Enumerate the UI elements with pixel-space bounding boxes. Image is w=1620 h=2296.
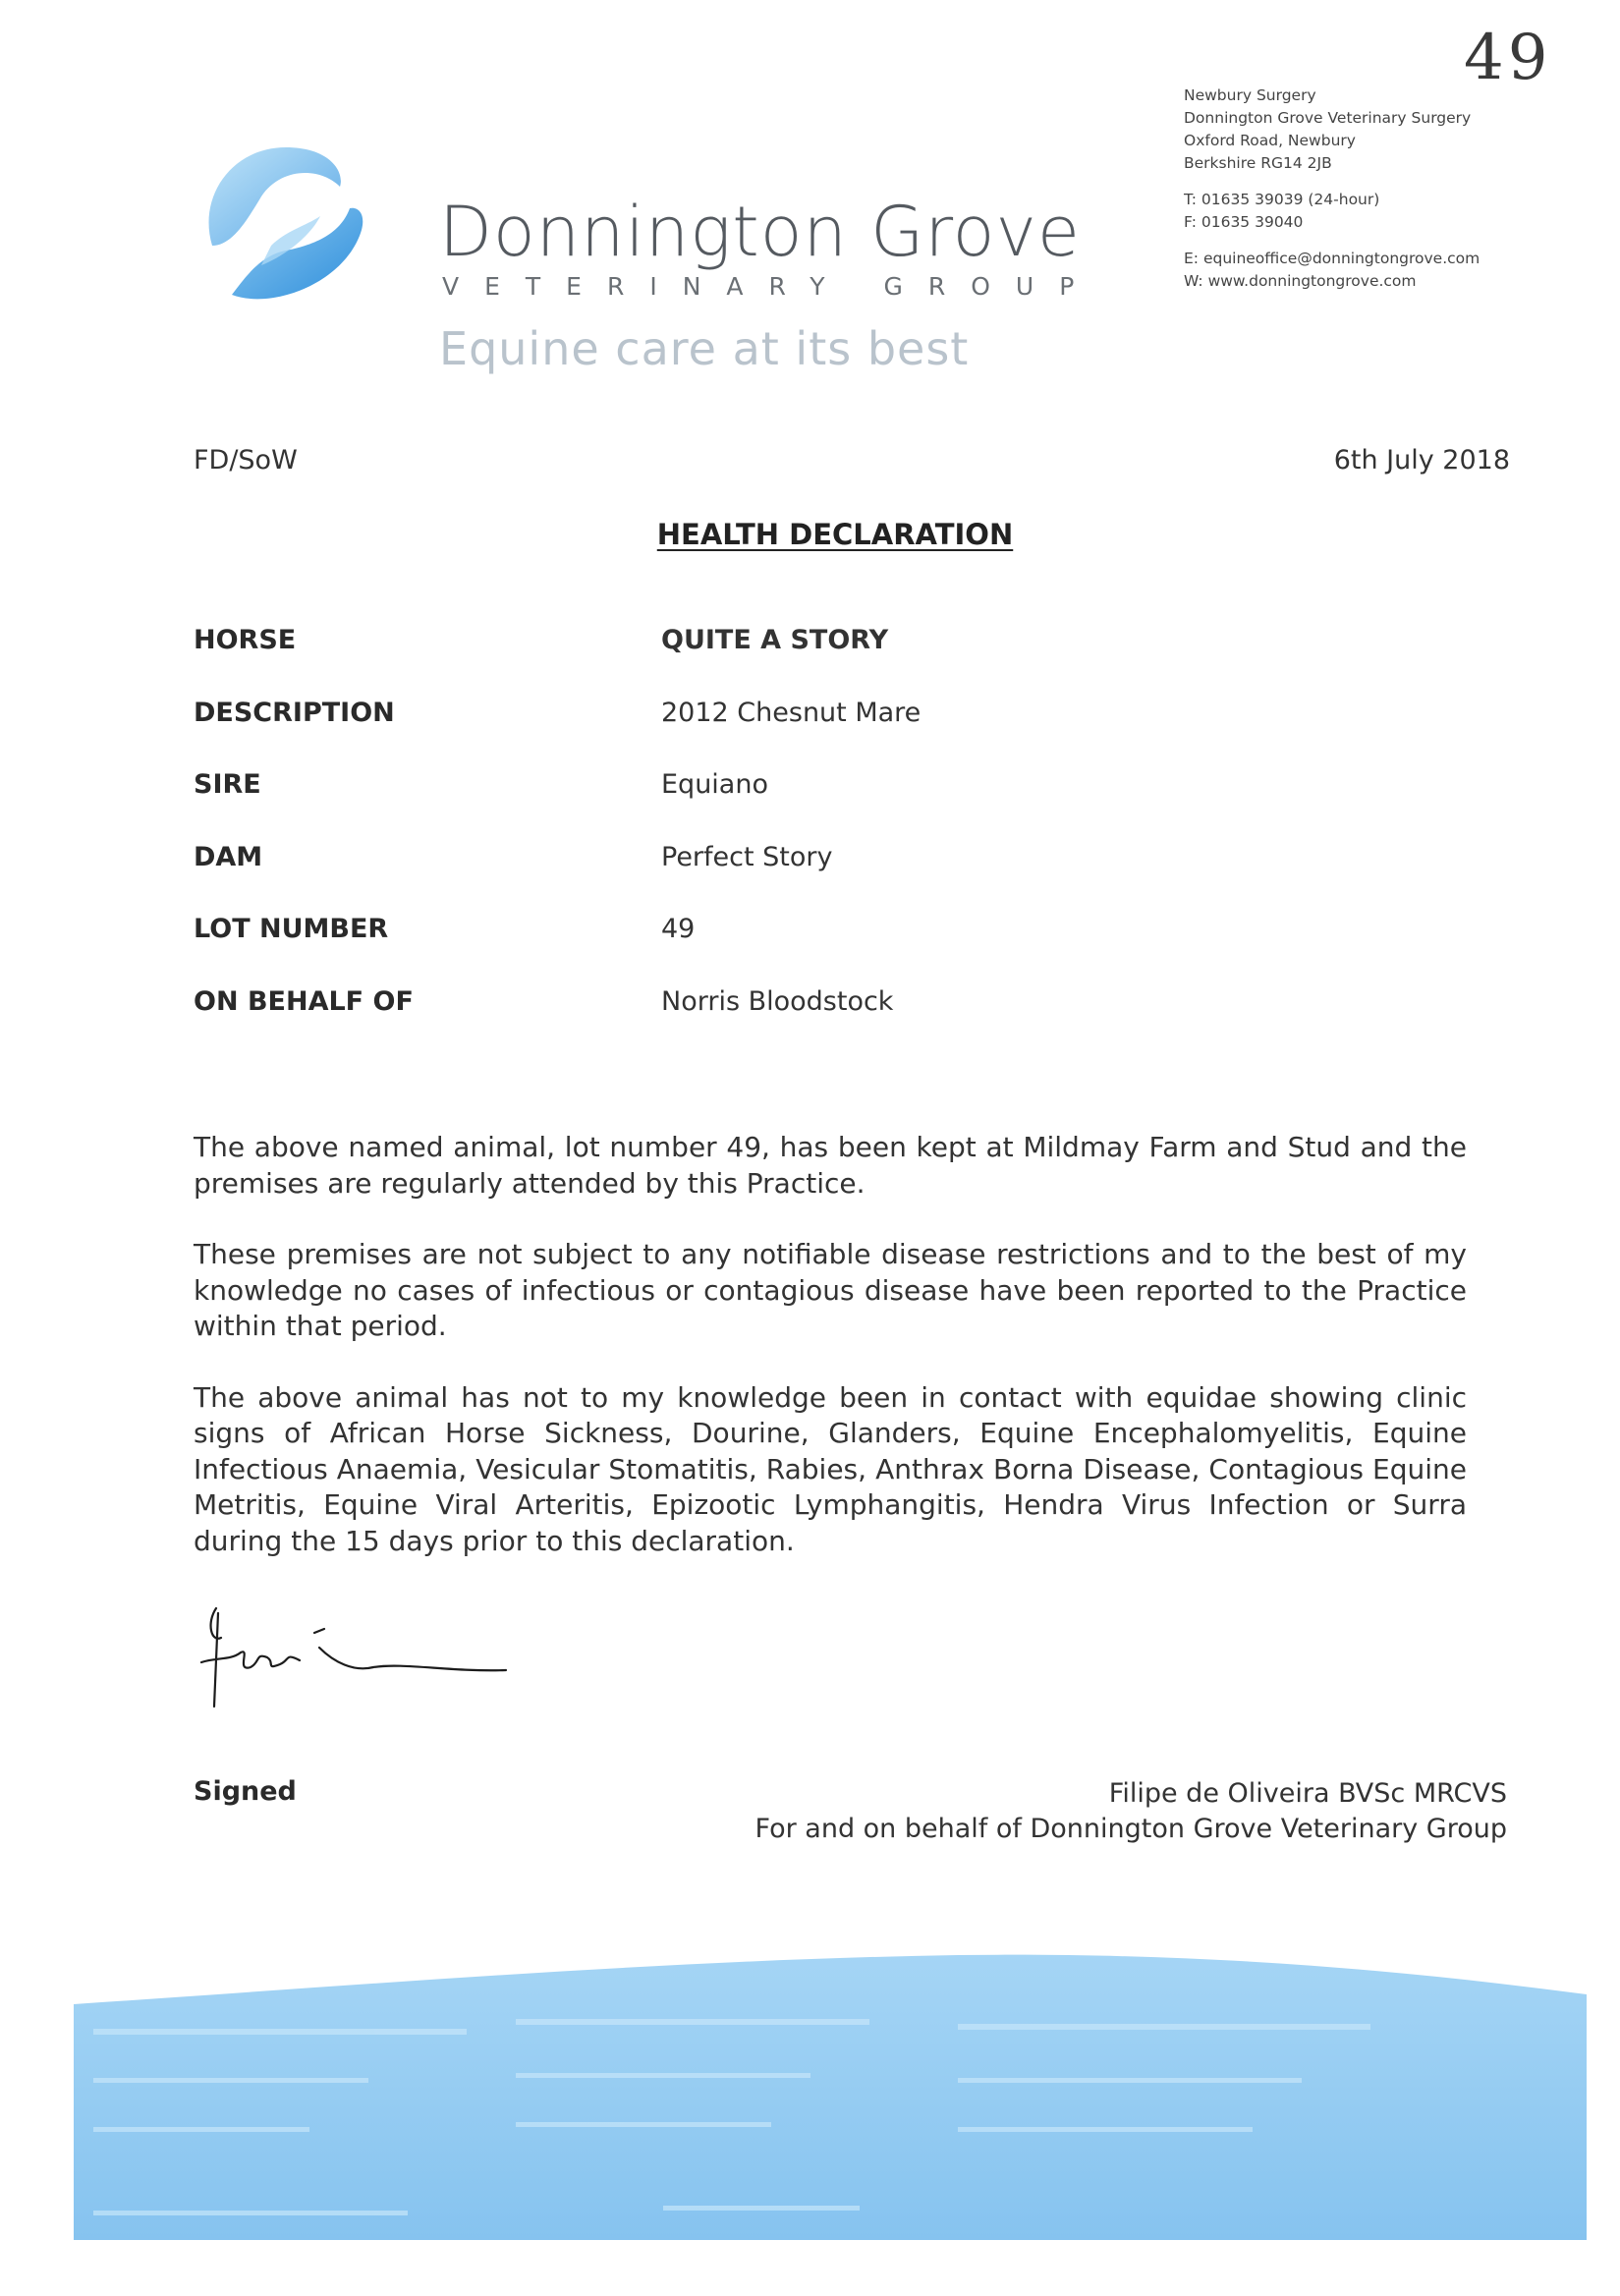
detail-label: DAM (194, 841, 263, 872)
paragraph: The above animal has not to my knowledge been in contact with equidae showing clinic signs of African Horse Sickness, Dourine, Glanders, Equine Encephalomyelitis, Equine Infectious Anaemia, Vesicular Stomatitis, Rabies, Anthrax Borna Disease, Contagious Equine Metritis, Equine Viral Arteritis, Epizootic Lymphangitis, Hendra Virus Infection or Surra during the 15 days prior to this declaration. (194, 1380, 1467, 1557)
detail-row (194, 986, 1471, 1059)
detail-label: HORSE (194, 625, 297, 655)
donnington-grove-logo-icon (193, 138, 371, 314)
address-line: Newbury Surgery (1184, 86, 1316, 104)
detail-value: Equiano (661, 769, 768, 800)
address-line: Berkshire RG14 2JB (1184, 154, 1332, 172)
letter-date: 6th July 2018 (1333, 445, 1510, 476)
detail-row (194, 698, 1471, 770)
document-title: HEALTH DECLARATION (656, 518, 1014, 551)
handwritten-lot-number: 49 (1464, 22, 1552, 94)
horse-details (194, 625, 1471, 1058)
address-line: Oxford Road, Newbury (1184, 132, 1356, 149)
footer-decorative-band (74, 1950, 1587, 2240)
fax-number: F: 01635 39040 (1184, 213, 1304, 231)
detail-value: 2012 Chesnut Mare (661, 697, 922, 728)
email-link[interactable]: E: equineoffice@donningtongrove.com (1184, 250, 1480, 267)
detail-row (194, 625, 1471, 698)
detail-label: SIRE (194, 769, 261, 800)
brand-subtitle: VETERINARY GROUP (442, 272, 1100, 301)
detail-value: Perfect Story (661, 841, 833, 872)
address-line: Donnington Grove Veterinary Surgery (1184, 109, 1472, 127)
reference-code: FD/SoW (194, 445, 298, 476)
declaration-body (194, 1130, 1467, 1595)
detail-value: Norris Bloodstock (661, 985, 894, 1017)
paragraph: The above named animal, lot number 49, has been kept at Mildmay Farm and Stud and the premises are regularly attended by this Practice. (194, 1131, 1467, 1200)
detail-label: LOT NUMBER (194, 914, 389, 944)
detail-row (194, 914, 1471, 986)
signed-label: Signed (194, 1776, 297, 1807)
detail-value: 49 (661, 914, 696, 944)
detail-label: DESCRIPTION (194, 697, 395, 728)
signatory-organisation: For and on behalf of Donnington Grove Veterinary Group (754, 1814, 1507, 1844)
brand-name: Donnington Grove (439, 192, 1081, 272)
phone-number: T: 01635 39039 (24-hour) (1184, 191, 1380, 208)
website-link[interactable]: W: www.donningtongrove.com (1184, 272, 1417, 290)
signatory-block (755, 1776, 1507, 1847)
handwritten-signature (196, 1603, 511, 1713)
detail-label: ON BEHALF OF (194, 985, 414, 1017)
paragraph: These premises are not subject to any notifiable disease restrictions and to the best of my knowledge no cases of infectious or contagious disease have been reported to the Practice within that period. (194, 1238, 1467, 1342)
address-block (1184, 84, 1480, 293)
detail-value: QUITE A STORY (661, 625, 889, 655)
brand-tagline: Equine care at its best (439, 322, 970, 375)
signatory-name: Filipe de Oliveira BVSc MRCVS (1108, 1778, 1507, 1809)
detail-row (194, 769, 1471, 842)
detail-row (194, 842, 1471, 915)
